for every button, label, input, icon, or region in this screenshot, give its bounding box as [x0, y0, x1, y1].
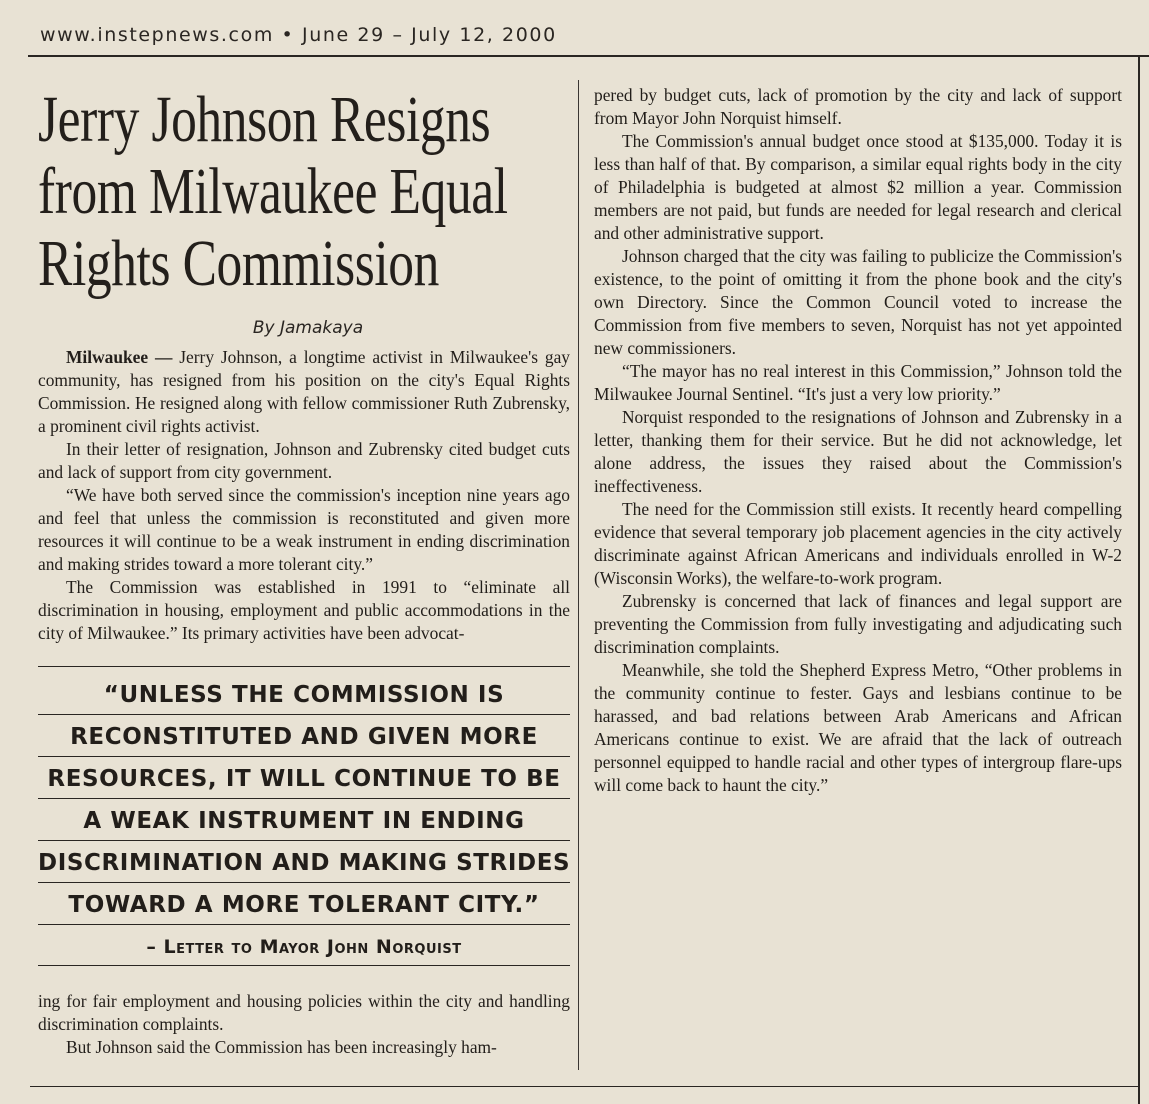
page-edge-rule — [1138, 55, 1140, 1104]
paragraph — [38, 346, 570, 438]
page-header: www.instepnews.com • June 29 – July 12, 2000 — [40, 24, 557, 46]
pull-quote-line: RECONSTITUTED AND GIVEN MORE — [38, 715, 570, 757]
byline: By Jamakaya — [252, 318, 364, 338]
pull-quote — [38, 666, 570, 966]
headline — [38, 84, 584, 300]
paragraph: The need for the Commission still exists. It recently heard compelling evidence that several temporary job placement agencies in the city actively discriminate against African Americans and individuals enrolled in W-2 (Wisconsin Works), the welfare-to-work program. — [594, 499, 1122, 588]
dateline: Milwaukee — — [66, 347, 173, 367]
header-rule — [28, 55, 1149, 57]
paragraph: ing for fair employment and housing policies within the city and handling discrimination complaints. — [38, 991, 570, 1034]
left-column-continued — [38, 990, 570, 1059]
paragraph: Johnson charged that the city was failing to publicize the Commission's existence, to the point of omitting it from the phone book and the city's own Directory. Since the Common Council voted to increase the Commission from five members to seven, Norquist has not yet appointed new commissioners. — [594, 246, 1122, 358]
headline-line: from Milwaukee Equal — [38, 155, 508, 228]
paragraph: Meanwhile, she told the Shepherd Express Metro, “Other problems in the community continue to fester. Gays and lesbians continue to be harassed, and bad relations between Arab Americans and African Americans continue to exist. We are afraid that the lack of outreach personnel equipped to handle racial and other types of intergroup flare-ups will come back to haunt the city.” — [594, 660, 1122, 795]
headline-line: Jerry Johnson Resigns — [38, 83, 491, 156]
paragraph: In their letter of resignation, Johnson and Zubrensky cited budget cuts and lack of support from city government. — [38, 439, 570, 482]
pull-quote-line: DISCRIMINATION AND MAKING STRIDES — [38, 841, 570, 883]
pull-quote-line: A WEAK INSTRUMENT IN ENDING — [38, 799, 570, 841]
pull-quote-attribution: – Letter to Mayor John Norquist — [38, 925, 570, 966]
paragraph: The Commission's annual budget once stood at $135,000. Today it is less than half of that. By comparison, a similar equal rights body in the city of Philadelphia is budgeted at almost $2 million a year. Commission members are not paid, but funds are needed for legal research and clerical and other administrative support. — [594, 131, 1122, 243]
paragraph: But Johnson said the Commission has been increasingly ham- — [66, 1037, 497, 1057]
headline-line: Rights Commission — [38, 227, 440, 300]
pull-quote-line: TOWARD A MORE TOLERANT CITY.” — [38, 883, 570, 925]
right-column — [594, 84, 1122, 797]
paragraph: The Commission was established in 1991 to “eliminate all discrimination in housing, employment and public accommodations in the city of Milwaukee.” Its primary activities have been advocat- — [38, 577, 570, 643]
pull-quote-line: RESOURCES, IT WILL CONTINUE TO BE — [38, 757, 570, 799]
pull-quote-top-rule — [38, 666, 570, 667]
bottom-rule — [30, 1086, 1140, 1087]
paragraph: Zubrensky is concerned that lack of finances and legal support are preventing the Commission from fully investigating and adjudicating such discrimination complaints. — [594, 591, 1122, 657]
pull-quote-line: “UNLESS THE COMMISSION IS — [38, 673, 570, 715]
paragraph: “We have both served since the commission's inception nine years ago and feel that unless the commission is reconstituted and given more resources it will continue to be a weak instrument in ending discrimination and making strides toward a more tolerant city.” — [38, 485, 570, 574]
left-column — [38, 346, 570, 645]
paragraph-text: Jerry Johnson, a longtime activist in Milwaukee's gay community, has resigned from his position on the city's Equal Rights Commission. He resigned along with fellow commissioner Ruth Zubrensky, a prominent civil rights activist. — [38, 347, 570, 436]
paragraph: “The mayor has no real interest in this Commission,” Johnson told the Milwaukee Journal Sentinel. “It's just a very low priority.” — [594, 361, 1122, 404]
paragraph: pered by budget cuts, lack of promotion by the city and lack of support from Mayor John Norquist himself. — [594, 85, 1122, 128]
paragraph: Norquist responded to the resignations of Johnson and Zubrensky in a letter, thanking them for their service. But he did not acknowledge, let alone address, the issues they raised about the Commission's ineffectiveness. — [594, 407, 1122, 496]
